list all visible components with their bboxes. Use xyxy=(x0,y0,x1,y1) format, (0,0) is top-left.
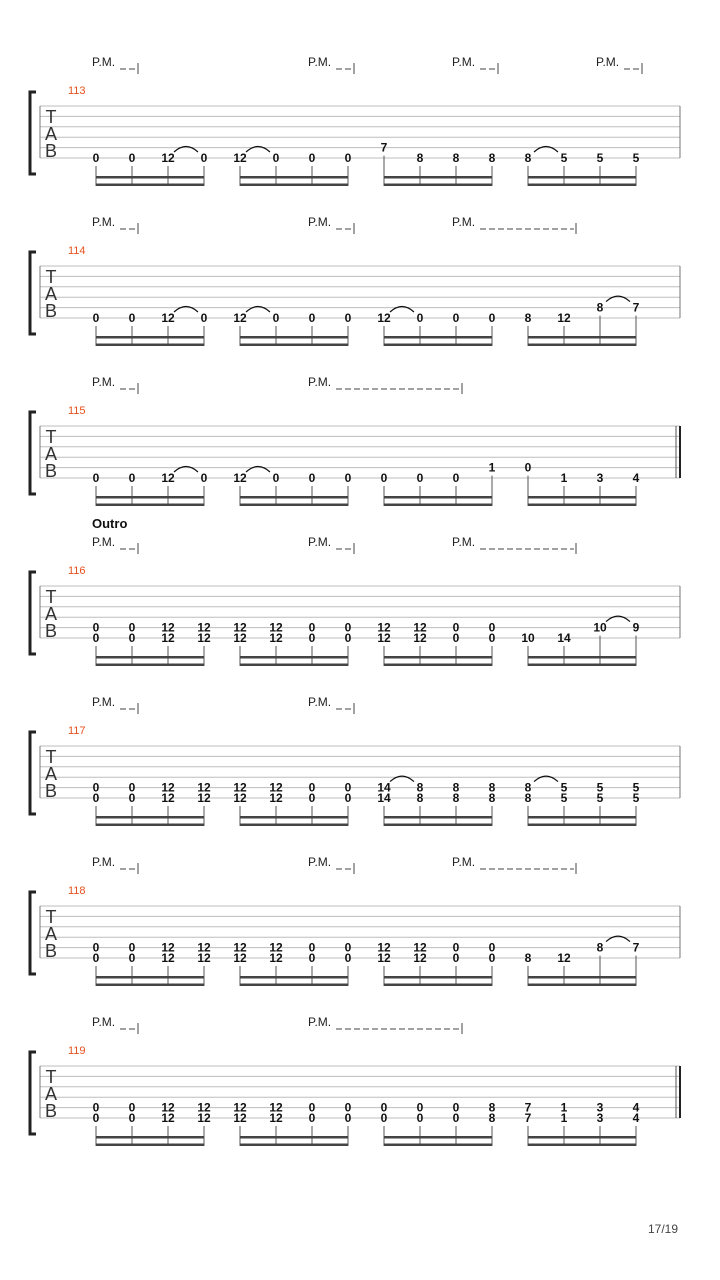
fret-number: 0 xyxy=(344,151,352,165)
tab-clef-letter: T xyxy=(45,747,57,767)
beam-secondary xyxy=(528,344,636,347)
beam-primary xyxy=(528,176,636,179)
fret-number: 8 xyxy=(596,300,604,315)
fret-number: 0 xyxy=(488,311,496,325)
fret-number: 0 xyxy=(488,951,496,965)
palm-mute-label: P.M. xyxy=(596,55,620,69)
fret-number: 12 xyxy=(233,631,247,645)
tab-clef-letter: T xyxy=(45,107,57,127)
staff-system-114 xyxy=(30,215,680,346)
beam-primary xyxy=(384,976,492,979)
fret-number: 12 xyxy=(161,1111,175,1125)
beam-secondary xyxy=(240,184,348,187)
fret-number: 0 xyxy=(380,1111,388,1125)
fret-number: 1 xyxy=(560,1100,568,1115)
fret-number: 0 xyxy=(452,631,460,645)
fret-number: 7 xyxy=(380,140,388,155)
fret-number: 12 xyxy=(233,471,247,485)
fret-number: 0 xyxy=(416,1111,424,1125)
fret-number: 0 xyxy=(308,631,316,645)
palm-mute-label: P.M. xyxy=(452,55,476,69)
beam-primary xyxy=(240,336,348,339)
fret-number: 3 xyxy=(596,471,604,485)
fret-number: 0 xyxy=(452,620,460,635)
tab-clef-letter: T xyxy=(45,587,57,607)
measure-number: 114 xyxy=(68,245,86,257)
tab-clef-letter: B xyxy=(44,461,58,481)
beam-secondary xyxy=(96,984,204,987)
fret-number: 8 xyxy=(488,780,496,795)
fret-number: 0 xyxy=(308,780,316,795)
palm-mute-label: P.M. xyxy=(308,375,332,389)
fret-number: 0 xyxy=(272,311,280,325)
fret-number: 8 xyxy=(524,151,532,165)
beam-primary xyxy=(528,336,636,339)
fret-number: 12 xyxy=(233,951,247,965)
fret-number: 12 xyxy=(413,620,427,635)
beam-secondary xyxy=(528,824,636,827)
fret-number: 0 xyxy=(92,791,100,805)
fret-number: 8 xyxy=(452,151,460,165)
beam-primary xyxy=(96,496,204,499)
fret-number: 8 xyxy=(524,951,532,965)
fret-number: 7 xyxy=(632,940,640,955)
palm-mute-label: P.M. xyxy=(92,55,116,69)
fret-number: 0 xyxy=(416,311,424,325)
fret-number: 8 xyxy=(524,791,532,805)
fret-number: 0 xyxy=(416,471,424,485)
beam-secondary xyxy=(96,1144,204,1147)
fret-number: 0 xyxy=(92,620,100,635)
fret-number: 8 xyxy=(452,780,460,795)
tab-clef-letter: A xyxy=(44,284,58,304)
fret-number: 0 xyxy=(380,471,388,485)
beam-secondary xyxy=(384,184,492,187)
beam-secondary xyxy=(384,1144,492,1147)
palm-mute-label: P.M. xyxy=(92,535,116,549)
fret-number: 0 xyxy=(452,1111,460,1125)
beam-secondary xyxy=(240,1144,348,1147)
fret-number: 0 xyxy=(92,780,100,795)
system-bracket xyxy=(30,412,36,494)
tab-clef-letter: A xyxy=(44,924,58,944)
fret-number: 12 xyxy=(269,620,283,635)
fret-number: 12 xyxy=(197,631,211,645)
fret-number: 0 xyxy=(200,471,208,485)
fret-number: 0 xyxy=(128,151,136,165)
fret-number: 5 xyxy=(560,780,568,795)
fret-number: 0 xyxy=(344,471,352,485)
fret-number: 0 xyxy=(452,311,460,325)
fret-number: 0 xyxy=(92,940,100,955)
tab-clef-letter: B xyxy=(44,141,58,161)
fret-number: 12 xyxy=(161,151,175,165)
tab-clef-letter: B xyxy=(44,781,58,801)
fret-number: 0 xyxy=(344,620,352,635)
fret-number: 12 xyxy=(197,1100,211,1115)
fret-number: 8 xyxy=(452,791,460,805)
beam-secondary xyxy=(240,504,348,507)
beam-secondary xyxy=(240,344,348,347)
fret-number: 0 xyxy=(452,471,460,485)
fret-number: 12 xyxy=(233,780,247,795)
fret-number: 1 xyxy=(488,460,496,475)
fret-number: 8 xyxy=(416,791,424,805)
palm-mute-label: P.M. xyxy=(92,375,116,389)
fret-number: 12 xyxy=(197,1111,211,1125)
fret-number: 8 xyxy=(596,940,604,955)
fret-number: 0 xyxy=(128,1100,136,1115)
palm-mute-label: P.M. xyxy=(92,215,116,229)
tab-clef-letter: A xyxy=(44,1084,58,1104)
fret-number: 0 xyxy=(128,791,136,805)
beam-secondary xyxy=(96,824,204,827)
fret-number: 0 xyxy=(92,1100,100,1115)
staff-system-113 xyxy=(30,55,680,186)
fret-number: 12 xyxy=(377,620,391,635)
fret-number: 0 xyxy=(308,940,316,955)
system-bracket xyxy=(30,92,36,174)
staff-system-116 xyxy=(30,516,680,666)
tab-clef-letter: B xyxy=(44,941,58,961)
fret-number: 7 xyxy=(524,1111,532,1125)
palm-mute-label: P.M. xyxy=(452,215,476,229)
fret-number: 12 xyxy=(269,1100,283,1115)
fret-number: 0 xyxy=(488,620,496,635)
beam-secondary xyxy=(96,664,204,667)
fret-number: 12 xyxy=(413,940,427,955)
fret-number: 1 xyxy=(560,471,568,485)
fret-number: 0 xyxy=(416,1100,424,1115)
fret-number: 4 xyxy=(632,471,640,485)
beam-primary xyxy=(384,1136,492,1139)
fret-number: 12 xyxy=(269,631,283,645)
measure-number: 117 xyxy=(68,725,86,737)
fret-number: 12 xyxy=(233,1111,247,1125)
beam-secondary xyxy=(240,664,348,667)
palm-mute-label: P.M. xyxy=(308,535,332,549)
fret-number: 8 xyxy=(488,151,496,165)
beam-primary xyxy=(240,976,348,979)
fret-number: 14 xyxy=(377,780,391,795)
beam-primary xyxy=(384,336,492,339)
fret-number: 8 xyxy=(416,151,424,165)
fret-number: 0 xyxy=(308,151,316,165)
beam-secondary xyxy=(384,504,492,507)
fret-number: 12 xyxy=(197,780,211,795)
tab-clef-letter: T xyxy=(45,427,57,447)
fret-number: 8 xyxy=(488,1111,496,1125)
fret-number: 0 xyxy=(380,1100,388,1115)
fret-number: 12 xyxy=(197,620,211,635)
fret-number: 0 xyxy=(452,940,460,955)
fret-number: 0 xyxy=(128,780,136,795)
fret-number: 0 xyxy=(128,631,136,645)
fret-number: 12 xyxy=(161,311,175,325)
fret-number: 12 xyxy=(161,471,175,485)
fret-number: 0 xyxy=(488,940,496,955)
beam-secondary xyxy=(240,824,348,827)
fret-number: 12 xyxy=(161,791,175,805)
fret-number: 5 xyxy=(560,151,568,165)
fret-number: 0 xyxy=(128,940,136,955)
fret-number: 0 xyxy=(344,951,352,965)
fret-number: 0 xyxy=(92,151,100,165)
fret-number: 8 xyxy=(488,791,496,805)
measure-number: 115 xyxy=(68,405,86,417)
beam-secondary xyxy=(528,504,636,507)
measure-number: 118 xyxy=(68,885,86,897)
fret-number: 12 xyxy=(413,631,427,645)
fret-number: 4 xyxy=(632,1111,640,1125)
fret-number: 0 xyxy=(308,311,316,325)
fret-number: 12 xyxy=(377,631,391,645)
fret-number: 12 xyxy=(161,951,175,965)
beam-secondary xyxy=(384,664,492,667)
measure-number: 116 xyxy=(68,565,86,577)
beam-primary xyxy=(96,976,204,979)
fret-number: 0 xyxy=(308,791,316,805)
fret-number: 12 xyxy=(233,311,247,325)
fret-number: 10 xyxy=(593,620,607,635)
beam-primary xyxy=(96,656,204,659)
beam-primary xyxy=(240,1136,348,1139)
beam-primary xyxy=(240,496,348,499)
fret-number: 12 xyxy=(197,940,211,955)
system-bracket xyxy=(30,572,36,654)
fret-number: 8 xyxy=(524,780,532,795)
system-bracket xyxy=(30,732,36,814)
beam-secondary xyxy=(528,664,636,667)
fret-number: 0 xyxy=(92,631,100,645)
fret-number: 3 xyxy=(596,1100,604,1115)
fret-number: 0 xyxy=(308,471,316,485)
beam-secondary xyxy=(96,184,204,187)
tab-clef-letter: T xyxy=(45,1067,57,1087)
fret-number: 0 xyxy=(344,1100,352,1115)
fret-number: 0 xyxy=(308,1111,316,1125)
staff-system-117 xyxy=(30,695,680,826)
fret-number: 0 xyxy=(92,311,100,325)
staff-system-119 xyxy=(30,1015,680,1146)
fret-number: 0 xyxy=(92,471,100,485)
fret-number: 12 xyxy=(233,1100,247,1115)
fret-number: 0 xyxy=(128,1111,136,1125)
fret-number: 12 xyxy=(161,620,175,635)
beam-secondary xyxy=(240,984,348,987)
fret-number: 12 xyxy=(233,151,247,165)
fret-number: 5 xyxy=(560,791,568,805)
beam-primary xyxy=(240,656,348,659)
fret-number: 1 xyxy=(560,1111,568,1125)
fret-number: 8 xyxy=(416,780,424,795)
beam-secondary xyxy=(528,1144,636,1147)
palm-mute-label: P.M. xyxy=(308,215,332,229)
staff-system-118 xyxy=(30,855,680,986)
fret-number: 8 xyxy=(488,1100,496,1115)
fret-number: 5 xyxy=(596,151,604,165)
palm-mute-label: P.M. xyxy=(308,55,332,69)
fret-number: 10 xyxy=(521,631,535,645)
fret-number: 0 xyxy=(488,631,496,645)
fret-number: 12 xyxy=(377,311,391,325)
tab-clef-letter: T xyxy=(45,267,57,287)
fret-number: 0 xyxy=(344,311,352,325)
fret-number: 0 xyxy=(92,951,100,965)
beam-primary xyxy=(96,816,204,819)
section-label: Outro xyxy=(92,516,128,531)
fret-number: 0 xyxy=(200,151,208,165)
page-number: 17/19 xyxy=(647,1222,678,1236)
fret-number: 5 xyxy=(596,791,604,805)
fret-number: 0 xyxy=(452,951,460,965)
tab-clef-letter: B xyxy=(44,301,58,321)
fret-number: 12 xyxy=(161,1100,175,1115)
palm-mute-label: P.M. xyxy=(452,855,476,869)
fret-number: 8 xyxy=(524,311,532,325)
system-bracket xyxy=(30,1052,36,1134)
fret-number: 0 xyxy=(272,151,280,165)
fret-number: 7 xyxy=(524,1100,532,1115)
beam-secondary xyxy=(528,984,636,987)
fret-number: 5 xyxy=(632,151,640,165)
fret-number: 12 xyxy=(233,620,247,635)
fret-number: 5 xyxy=(596,780,604,795)
measure-number: 113 xyxy=(68,85,86,97)
fret-number: 12 xyxy=(269,951,283,965)
beam-primary xyxy=(528,976,636,979)
fret-number: 0 xyxy=(524,460,532,475)
fret-number: 4 xyxy=(632,1100,640,1115)
fret-number: 12 xyxy=(233,940,247,955)
fret-number: 0 xyxy=(128,620,136,635)
beam-primary xyxy=(528,656,636,659)
fret-number: 0 xyxy=(344,1111,352,1125)
fret-number: 9 xyxy=(632,620,640,635)
fret-number: 0 xyxy=(308,951,316,965)
fret-number: 0 xyxy=(308,620,316,635)
fret-number: 12 xyxy=(269,791,283,805)
beam-primary xyxy=(96,1136,204,1139)
tab-clef-letter: A xyxy=(44,604,58,624)
fret-number: 0 xyxy=(128,311,136,325)
system-bracket xyxy=(30,892,36,974)
beam-secondary xyxy=(384,344,492,347)
fret-number: 12 xyxy=(557,951,571,965)
tab-clef-letter: A xyxy=(44,764,58,784)
palm-mute-label: P.M. xyxy=(92,855,116,869)
fret-number: 12 xyxy=(377,940,391,955)
beam-primary xyxy=(528,1136,636,1139)
fret-number: 0 xyxy=(92,1111,100,1125)
fret-number: 12 xyxy=(269,940,283,955)
beam-primary xyxy=(240,176,348,179)
tab-clef-letter: A xyxy=(44,444,58,464)
fret-number: 12 xyxy=(413,951,427,965)
system-bracket xyxy=(30,252,36,334)
fret-number: 0 xyxy=(128,471,136,485)
beam-secondary xyxy=(96,344,204,347)
beam-secondary xyxy=(384,824,492,827)
beam-primary xyxy=(96,176,204,179)
palm-mute-label: P.M. xyxy=(308,695,332,709)
measure-number: 119 xyxy=(68,1045,86,1057)
beam-primary xyxy=(528,496,636,499)
tab-clef-letter: T xyxy=(45,907,57,927)
fret-number: 5 xyxy=(632,791,640,805)
beam-secondary xyxy=(528,184,636,187)
fret-number: 0 xyxy=(344,791,352,805)
beam-primary xyxy=(384,176,492,179)
fret-number: 12 xyxy=(161,780,175,795)
beam-primary xyxy=(384,656,492,659)
beam-primary xyxy=(384,496,492,499)
fret-number: 12 xyxy=(161,631,175,645)
fret-number: 12 xyxy=(161,940,175,955)
fret-number: 0 xyxy=(200,311,208,325)
fret-number: 0 xyxy=(272,471,280,485)
palm-mute-label: P.M. xyxy=(92,1015,116,1029)
fret-number: 0 xyxy=(344,631,352,645)
fret-number: 12 xyxy=(557,311,571,325)
tab-clef-letter: B xyxy=(44,621,58,641)
beam-secondary xyxy=(96,504,204,507)
palm-mute-label: P.M. xyxy=(92,695,116,709)
fret-number: 14 xyxy=(557,631,571,645)
tab-clef-letter: A xyxy=(44,124,58,144)
palm-mute-label: P.M. xyxy=(308,855,332,869)
beam-primary xyxy=(384,816,492,819)
fret-number: 12 xyxy=(269,1111,283,1125)
beam-primary xyxy=(240,816,348,819)
fret-number: 3 xyxy=(596,1111,604,1125)
palm-mute-label: P.M. xyxy=(452,535,476,549)
beam-primary xyxy=(528,816,636,819)
fret-number: 12 xyxy=(197,951,211,965)
fret-number: 12 xyxy=(269,780,283,795)
fret-number: 0 xyxy=(128,951,136,965)
staff-system-115 xyxy=(30,375,680,506)
tab-clef-letter: B xyxy=(44,1101,58,1121)
fret-number: 12 xyxy=(377,951,391,965)
beam-primary xyxy=(96,336,204,339)
fret-number: 12 xyxy=(233,791,247,805)
fret-number: 0 xyxy=(452,1100,460,1115)
fret-number: 5 xyxy=(632,780,640,795)
fret-number: 0 xyxy=(344,940,352,955)
fret-number: 12 xyxy=(197,791,211,805)
fret-number: 7 xyxy=(632,300,640,315)
fret-number: 14 xyxy=(377,791,391,805)
fret-number: 0 xyxy=(308,1100,316,1115)
beam-secondary xyxy=(384,984,492,987)
palm-mute-label: P.M. xyxy=(308,1015,332,1029)
fret-number: 0 xyxy=(344,780,352,795)
